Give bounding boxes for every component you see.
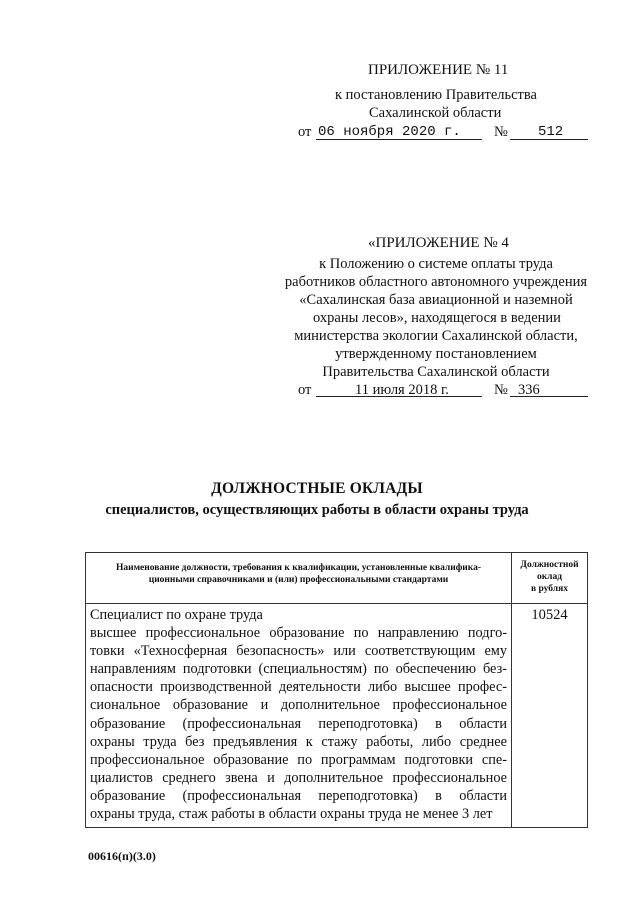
salary-cell: 10524: [512, 604, 588, 828]
appendix-11-number-underline: [510, 139, 588, 140]
requirements-line: профессиональное образование по программам подготовки спе-: [90, 751, 507, 768]
position-cell: [86, 604, 512, 828]
appendix-4-number-underline: [510, 396, 588, 397]
appendix-11-from-label: от: [298, 124, 312, 140]
appendix-4-from-label: от: [298, 382, 312, 398]
appendix-4-number: 336: [518, 382, 540, 398]
requirements-line: сиональное образование и дополнительное профессиональное: [90, 697, 507, 714]
position-name: Специалист по охране труда: [90, 607, 263, 623]
requirements-line: охраны труда без предъявления к стажу работы, либо среднее: [90, 733, 507, 750]
appendix-4-line: работников областного автономного учреждения: [284, 274, 588, 290]
appendix-4-line: к Положению о системе оплаты труда: [319, 256, 553, 272]
page-title: ДОЛЖНОСТНЫЕ ОКЛАДЫ: [211, 480, 423, 497]
requirements-line: образование (профессиональная переподготовка) в области: [90, 787, 507, 804]
header-position-requirements: [86, 553, 512, 604]
header-line: ционными справочниками и (или) профессиональными стандартами: [148, 575, 449, 585]
requirements-line: высшее профессиональное образование по направлению подго-: [90, 625, 507, 642]
appendix-4-num-label: №: [494, 382, 508, 398]
header-line: Наименование должности, требования к квалификации, установленные квалифика-: [115, 563, 482, 573]
header-line: оклад: [536, 572, 563, 582]
appendix-4-line: охраны лесов», находящегося в ведении: [313, 310, 561, 326]
appendix-4-line: «Сахалинская база авиационной и наземной: [299, 292, 573, 308]
requirements-line: направлениям подготовки (специальностям) по обеспечению без-: [90, 661, 507, 678]
appendix-4-date: 11 июля 2018 г.: [355, 382, 449, 398]
table-row: [86, 604, 588, 828]
appendix-4-date-underline: [316, 396, 482, 397]
appendix-11-date: 06 ноября 2020 г.: [318, 124, 461, 140]
header-line: в рублях: [530, 584, 569, 594]
appendix-11-number: 512: [538, 124, 564, 140]
appendix-4-title: «ПРИЛОЖЕНИЕ № 4: [368, 235, 509, 251]
table-header-row: [86, 553, 588, 604]
appendix-4-line: Правительства Сахалинской области: [322, 364, 550, 380]
requirements-line: образование (профессиональная переподготовка) в области: [90, 715, 507, 732]
appendix-11-line1: к постановлению Правительства: [335, 87, 537, 103]
header-salary: [512, 553, 588, 604]
page-subtitle: специалистов, осуществляющих работы в области охраны труда: [105, 502, 529, 518]
appendix-4-line: министерства экологии Сахалинской области,: [294, 328, 578, 344]
appendix-11-title: ПРИЛОЖЕНИЕ № 11: [368, 62, 509, 78]
salary-table: [85, 552, 588, 828]
requirements-line: товки «Техносферная безопасность» или соответствующим ему: [90, 643, 507, 660]
form-code: 00616(п)(3.0): [88, 849, 156, 863]
requirements-line: циалистов среднего звена и дополнительное профессиональное: [90, 769, 507, 786]
appendix-11-date-underline: [316, 139, 482, 140]
appendix-11-num-label: №: [494, 124, 508, 140]
requirements-line: охраны труда, стаж работы в области охраны труда не менее 3 лет: [90, 806, 493, 823]
requirements-line: опасности производственной деятельности либо высшее профес-: [90, 679, 507, 696]
header-line: Должностной: [520, 560, 579, 570]
position-requirements: [90, 624, 507, 823]
appendix-11-line2: Сахалинской области: [369, 105, 502, 121]
appendix-4-line: утвержденному постановлением: [335, 346, 537, 362]
